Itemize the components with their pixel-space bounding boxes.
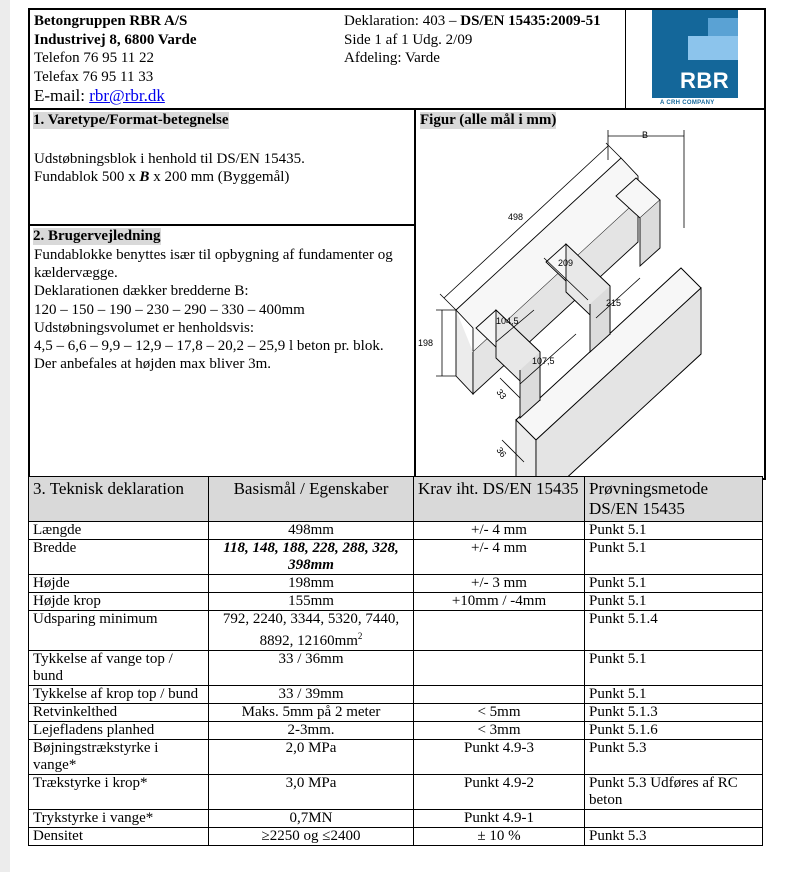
- table-row: [29, 522, 763, 540]
- table-row: [29, 593, 763, 611]
- dim-height-label: 198: [418, 338, 434, 348]
- row-name: Trækstyrke i krop*: [29, 775, 209, 810]
- table-row: [29, 575, 763, 593]
- table-row: [29, 722, 763, 740]
- header-requirement: Krav iht. DS/EN 15435: [414, 477, 585, 522]
- row-requirement: [414, 651, 585, 686]
- email-link[interactable]: rbr@rbr.dk: [89, 86, 165, 105]
- row-value: 3,0 MPa: [209, 775, 414, 810]
- email-label: E-mail:: [34, 86, 90, 105]
- row-value: 198mm: [209, 575, 414, 593]
- declaration-frame: [28, 8, 766, 480]
- row-method: Punkt 5.1: [585, 593, 763, 611]
- row-name: Tykkelse af krop top / bund: [29, 686, 209, 704]
- row-method: Punkt 5.3: [585, 740, 763, 775]
- row-name: Højde: [29, 575, 209, 593]
- document-header: [30, 10, 764, 110]
- dim-215-label: 215: [606, 298, 622, 308]
- left-column: [30, 110, 416, 478]
- unit-superscript: 2: [357, 631, 363, 641]
- row-value: ≥2250 og ≤2400: [209, 828, 414, 846]
- middle-section: [30, 110, 764, 480]
- row-method: Punkt 5.1: [585, 686, 763, 704]
- table-row: [29, 686, 763, 704]
- technical-declaration-table: [28, 476, 763, 846]
- row-name: Bredde: [29, 540, 209, 575]
- dim-104-label: 104,5: [496, 316, 519, 326]
- section1-line1: Udstøbningsblok i henhold til DS/EN 15435.: [34, 151, 305, 167]
- table-row: [29, 810, 763, 828]
- table-row: [29, 775, 763, 810]
- table-row: [29, 740, 763, 775]
- row-value: 155mm: [209, 593, 414, 611]
- row-requirement: Punkt 4.9-1: [414, 810, 585, 828]
- department: Afdeling: Varde: [344, 50, 440, 66]
- width-variable: B: [139, 169, 150, 185]
- table-row: [29, 828, 763, 846]
- row-requirement: +/- 3 mm: [414, 575, 585, 593]
- table-row: [29, 704, 763, 722]
- declaration-standard: DS/EN 15435:2009-51: [460, 13, 601, 29]
- row-value: 33 / 36mm: [209, 651, 414, 686]
- row-requirement: Punkt 4.9-2: [414, 775, 585, 810]
- guide-line: Deklarationen dækker bredderne B:: [34, 283, 249, 300]
- table-row: [29, 651, 763, 686]
- guide-line: Udstøbningsvolumet er henholdsvis:: [34, 319, 254, 336]
- section-product-type: [30, 110, 414, 226]
- section1-line2a: Fundablok 500 x: [34, 169, 140, 185]
- row-value: 2,0 MPa: [209, 740, 414, 775]
- row-method: Punkt 5.1: [585, 575, 763, 593]
- table-row: [29, 540, 763, 575]
- row-name: Tykkelse af vange top / bund: [29, 651, 209, 686]
- section2-title: 2. Brugervejledning: [33, 228, 161, 244]
- dim-b-label: B: [642, 130, 649, 140]
- row-method: Punkt 5.3: [585, 828, 763, 846]
- logo-text: RBR: [680, 68, 730, 93]
- row-name: Bøjningstrækstyrke i vange*: [29, 740, 209, 775]
- table-header-row: [29, 477, 763, 522]
- row-requirement: < 3mm: [414, 722, 585, 740]
- logo-subtitle: A CRH COMPANY: [660, 100, 715, 106]
- row-name: Udsparing minimum: [29, 611, 209, 651]
- row-method: Punkt 5.1.6: [585, 722, 763, 740]
- rbr-logo: [625, 10, 765, 108]
- row-value: 33 / 39mm: [209, 686, 414, 704]
- row-value: 0,7MN: [209, 810, 414, 828]
- header-method: Prøvningsmetode DS/EN 15435: [585, 477, 763, 522]
- dim-36-label: 36: [494, 445, 509, 460]
- company-address: Industrivej 8, 6800 Varde: [34, 31, 197, 48]
- row-value: 792, 2240, 3344, 5320, 7440, 8892, $12160mm^2$: [209, 611, 414, 651]
- company-phone: Telefon 76 95 11 22: [34, 50, 155, 66]
- guide-line: Fundablokke benyttes især til opbygning af fundamenter og kældervægge.: [34, 247, 393, 282]
- row-value: Maks. 5mm på 2 meter: [209, 704, 414, 722]
- company-name: Betongruppen RBR A/S: [34, 13, 188, 29]
- row-method: Punkt 5.1: [585, 651, 763, 686]
- dim-33-label: 33: [494, 387, 509, 402]
- row-name: Trykstyrke i vange*: [29, 810, 209, 828]
- row-name: Længde: [29, 522, 209, 540]
- row-method: Punkt 5.1: [585, 522, 763, 540]
- table-row: [29, 611, 763, 651]
- declaration-info: [344, 12, 601, 68]
- row-value: 498mm: [209, 522, 414, 540]
- section1-line2c: x 200 mm (Byggemål): [149, 169, 290, 185]
- dim-209-label: 209: [558, 258, 574, 268]
- guide-line: 120 – 150 – 190 – 230 – 290 – 330 – 400mm: [34, 301, 305, 318]
- row-name: Densitet: [29, 828, 209, 846]
- header-declaration: 3. Teknisk deklaration: [29, 477, 209, 522]
- row-requirement: [414, 611, 585, 651]
- row-requirement: +/- 4 mm: [414, 540, 585, 575]
- figure-title: Figur (alle mål i mm): [420, 112, 557, 128]
- row-method: Punkt 5.3 Udføres af RC beton: [585, 775, 763, 810]
- section1-title: 1. Varetype/Format-betegnelse: [33, 112, 229, 128]
- row-requirement: ± 10 %: [414, 828, 585, 846]
- row-requirement: < 5mm: [414, 704, 585, 722]
- declaration-number: Deklaration: 403 –: [344, 13, 461, 29]
- dim-length-label: 498: [508, 212, 524, 222]
- row-method: [585, 810, 763, 828]
- row-value: 2-3mm.: [209, 722, 414, 740]
- row-method: Punkt 5.1.4: [585, 611, 763, 651]
- row-requirement: [414, 686, 585, 704]
- block-drawing: [416, 128, 762, 476]
- row-requirement: +/- 4 mm: [414, 522, 585, 540]
- row-name: Højde krop: [29, 593, 209, 611]
- header-basis: Basismål / Egenskaber: [209, 477, 414, 522]
- guide-line: Der anbefales at højden max bliver 3m.: [34, 356, 271, 373]
- row-method: Punkt 5.1.3: [585, 704, 763, 722]
- guide-line: 4,5 – 6,6 – 9,9 – 12,9 – 17,8 – 20,2 – 25,9 l beton pr. blok.: [34, 338, 384, 355]
- company-fax: Telefax 76 95 11 33: [34, 68, 154, 85]
- section1-text: [34, 150, 305, 186]
- page-info: Side 1 af 1 Udg. 2/09: [344, 31, 473, 48]
- row-requirement: Punkt 4.9-3: [414, 740, 585, 775]
- dim-107-label: 107,5: [532, 356, 555, 366]
- company-info: [34, 12, 197, 106]
- row-name: Lejefladens planhed: [29, 722, 209, 740]
- row-method: Punkt 5.1: [585, 540, 763, 575]
- section2-text: [34, 246, 412, 373]
- row-requirement: +10mm / -4mm: [414, 593, 585, 611]
- row-value: 118, 148, 188, 228, 288, 328, 398mm: [209, 540, 414, 575]
- row-name: Retvinkelthed: [29, 704, 209, 722]
